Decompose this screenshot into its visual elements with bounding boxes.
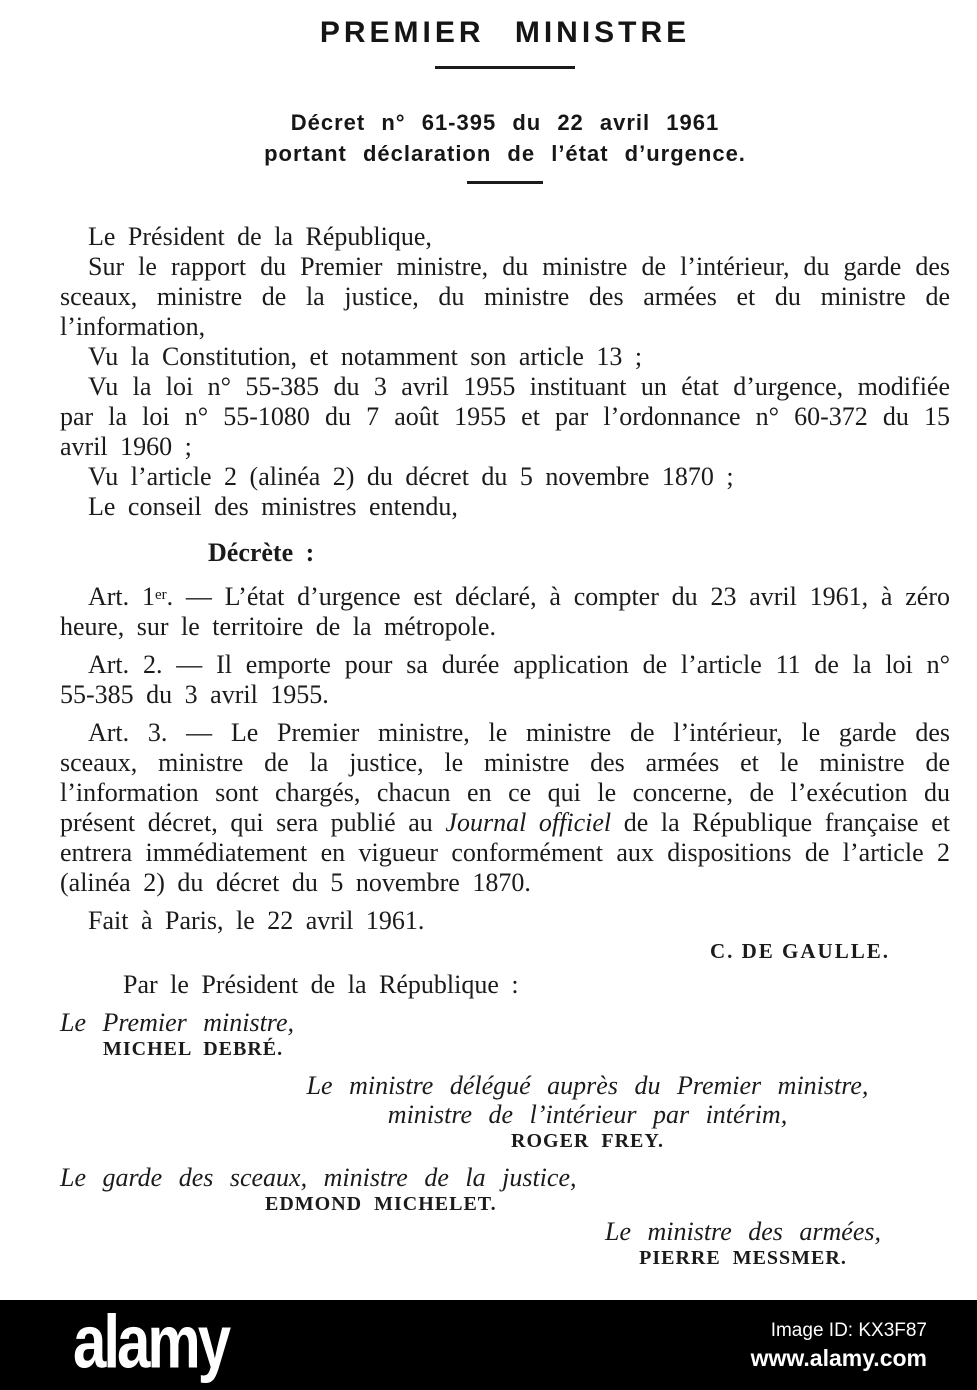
alamy-logo: alamy [73, 1300, 229, 1384]
watermark-url: www.alamy.com [750, 1345, 927, 1371]
signature-ministre-delegue-title-line1: Le ministre délégué auprès du Premier ministre, [306, 1071, 869, 1100]
signature-ministre-delegue [225, 1071, 950, 1154]
preamble-president: Le Président de la République, [88, 222, 432, 251]
signature-roger-frey-name: ROGER FREY. [511, 1130, 664, 1152]
preamble-article-2: Vu l’article 2 (alinéa 2) du décret du 5 novembre 1870 ; [88, 462, 734, 491]
article-1-ordinal: er [154, 587, 167, 603]
decree-title-line1: Décret n° 61-395 du 22 avril 1961 [290, 110, 720, 135]
decree-title-rule [467, 181, 543, 184]
masthead-rule [435, 66, 575, 69]
signature-ministre-delegue-title-line2: ministre de l’intérieur par intérim, [387, 1100, 788, 1129]
countersign-heading: Par le Président de la République : [123, 970, 519, 999]
decree-title-line2: portant déclaration de l’état d’urgence. [264, 141, 746, 166]
preamble-rapport: Sur le rapport du Premier ministre, du ministre de l’intérieur, du garde des sceaux, ministre de la justice, du ministre des armées et du ministre de l’information, [60, 252, 950, 341]
place-date-line: Fait à Paris, le 22 avril 1961. [88, 906, 425, 935]
signature-de-gaulle: C. DE GAULLE. [709, 939, 890, 963]
decrete-heading: Décrète : [208, 538, 315, 567]
article-3 [60, 718, 950, 898]
journal-officiel-italic: Journal officiel [445, 808, 612, 837]
signature-garde-des-sceaux-title: Le garde des sceaux, ministre de la justice, [60, 1163, 577, 1192]
signature-ministre-armees-title: Le ministre des armées, [604, 1217, 881, 1246]
signature-pierre-messmer-name: PIERRE MESSMER. [639, 1247, 847, 1269]
article-1-text: . — L’état d’urgence est déclaré, à compter du 23 avril 1961, à zéro heure, sur le territoire de la métropole. [60, 582, 950, 641]
signature-premier-ministre-name: MICHEL DEBRÉ. [103, 1038, 284, 1060]
article-2: Art. 2. — Il emporte pour sa durée application de l’article 11 de la loi n° 55-385 du 3 avril 1955. [60, 650, 950, 709]
signature-edmond-michelet-name: EDMOND MICHELET. [265, 1193, 497, 1215]
article-3-text-start: Art. 3. — Le Premier ministre, le ministre de l’intérieur, le garde des sceaux, ministre de la justice, le ministre des armées et le ministre de l’information sont chargés, chacun en ce qui le concerne, de l’exécution du présent décret, qui sera publié au [60, 718, 950, 837]
preamble-constitution: Vu la Constitution, et notamment son article 13 ; [88, 342, 643, 371]
watermark-info [751, 1318, 927, 1372]
preamble-loi-55-385: Vu la loi n° 55-385 du 3 avril 1955 instituant un état d’urgence, modifiée par la loi n° 55-1080 du 7 août 1955 et par l’ordonnance n° 60-372 du 15 avril 1960 ; [60, 372, 950, 461]
signature-premier-ministre-title: Le Premier ministre, [60, 1008, 294, 1037]
article-1-label: Art. 1 [88, 582, 155, 611]
decree-body [60, 222, 950, 936]
decree-title [60, 107, 950, 169]
watermark-image-id: Image ID: KX3F87 [770, 1320, 927, 1341]
signature-ministre-armees [563, 1217, 923, 1271]
preamble-conseil: Le conseil des ministres entendu, [88, 492, 458, 521]
document-masthead: PREMIER MINISTRE [319, 16, 691, 49]
article-3-text-end: de la République française et entrera immédiatement en vigueur conformément aux dispositions de l’article 2 (alinéa 2) du décret du 5 novembre 1870. [60, 808, 950, 897]
article-1 [60, 580, 950, 642]
watermark-bar [0, 1300, 977, 1390]
